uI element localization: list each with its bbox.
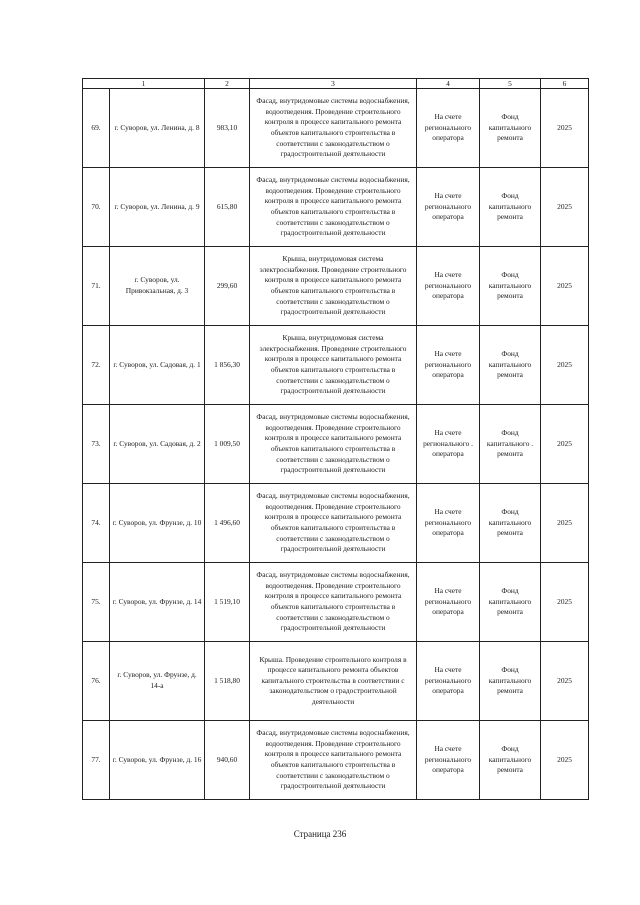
year-cell: 2025 xyxy=(541,405,589,484)
address-cell: г. Суворов, ул. Садовая, д. 1 xyxy=(110,326,205,405)
table-row xyxy=(83,642,589,721)
funding-source-cell: Фонд капитального ремонта xyxy=(480,642,541,721)
row-number: 77. xyxy=(83,721,110,800)
area-cell: 615,80 xyxy=(205,168,250,247)
works-description-cell: Фасад, внутридомовые системы водоснабжения, водоотведения. Проведение строительного контроля в процессе капитального ремонта объектов капитального строительства в соответствии с законодательством о градостроительной деятельности xyxy=(250,405,417,484)
year-cell: 2025 xyxy=(541,484,589,563)
account-type-cell: На счете регионального оператора xyxy=(417,721,480,800)
area-cell: 1 496,60 xyxy=(205,484,250,563)
address-cell: г. Суворов, ул. Ленина, д. 8 xyxy=(110,89,205,168)
area-cell: 1 856,30 xyxy=(205,326,250,405)
header-col-6: 6 xyxy=(541,79,589,89)
row-number: 75. xyxy=(83,563,110,642)
header-col-4: 4 xyxy=(417,79,480,89)
row-number: 69. xyxy=(83,89,110,168)
table-row xyxy=(83,484,589,563)
table-row xyxy=(83,563,589,642)
funding-source-cell: Фонд капитального ремонта xyxy=(480,721,541,800)
row-number: 76. xyxy=(83,642,110,721)
funding-source-cell: Фонд капитального ремонта xyxy=(480,89,541,168)
funding-source-cell: Фонд капитального ремонта xyxy=(480,168,541,247)
table-row xyxy=(83,326,589,405)
works-description-cell: Фасад, внутридомовые системы водоснабжения, водоотведения. Проведение строительного контроля в процессе капитального ремонта объектов капитального строительства в соответствии с законодательством о градостроительной деятельности xyxy=(250,89,417,168)
table-row xyxy=(83,168,589,247)
address-cell: г. Суворов, ул. Фрунзе, д. 16 xyxy=(110,721,205,800)
account-type-cell: На счете регионального оператора xyxy=(417,563,480,642)
funding-source-cell: Фонд капитального ремонта xyxy=(480,247,541,326)
header-col-1: 1 xyxy=(83,79,205,89)
account-type-cell: На счете регионального оператора xyxy=(417,484,480,563)
area-cell: 940,60 xyxy=(205,721,250,800)
table-row xyxy=(83,89,589,168)
area-cell: 299,60 xyxy=(205,247,250,326)
area-cell: 1 519,10 xyxy=(205,563,250,642)
row-number: 73. xyxy=(83,405,110,484)
year-cell: 2025 xyxy=(541,721,589,800)
program-table xyxy=(82,78,589,800)
header-col-5: 5 xyxy=(480,79,541,89)
funding-source-cell: Фонд капитального . ремонта xyxy=(480,405,541,484)
row-number: 71. xyxy=(83,247,110,326)
address-cell: г. Суворов, ул. Ленина, д. 9 xyxy=(110,168,205,247)
account-type-cell: На счете регионального оператора xyxy=(417,326,480,405)
address-cell: г. Суворов, ул. Фрунзе, д. 10 xyxy=(110,484,205,563)
header-col-3: 3 xyxy=(250,79,417,89)
address-cell: г. Суворов, ул. Фрунзе, д. 14 xyxy=(110,563,205,642)
funding-source-cell: Фонд капитального ремонта xyxy=(480,484,541,563)
account-type-cell: На счете регионального оператора xyxy=(417,247,480,326)
header-col-2: 2 xyxy=(205,79,250,89)
area-cell: 1 518,80 xyxy=(205,642,250,721)
address-cell: г. Суворов, ул. Привокзальная, д. 3 xyxy=(110,247,205,326)
area-cell: 983,10 xyxy=(205,89,250,168)
account-type-cell: На счете регионального оператора xyxy=(417,89,480,168)
area-cell: 1 009,50 xyxy=(205,405,250,484)
table-row xyxy=(83,247,589,326)
header-row xyxy=(83,79,589,89)
account-type-cell: На счете регионального . оператора xyxy=(417,405,480,484)
works-description-cell: Крыша, внутридомовая система электроснабжения. Проведение строительного контроля в процессе капитального ремонта объектов капитального строительства в соответствии с законодательством о градостроительной деятельности xyxy=(250,247,417,326)
account-type-cell: На счете регионального оператора xyxy=(417,642,480,721)
table-row xyxy=(83,721,589,800)
row-number: 74. xyxy=(83,484,110,563)
works-description-cell: Фасад, внутридомовые системы водоснабжения, водоотведения. Проведение строительного контроля в процессе капитального ремонта объектов капитального строительства в соответствии с законодательством о градостроительной деятельности xyxy=(250,484,417,563)
works-description-cell: Фасад, внутридомовые системы водоснабжения, водоотведения. Проведение строительного контроля в процессе капитального ремонта объектов капитального строительства в соответствии с законодательством о градостроительной деятельности xyxy=(250,563,417,642)
table-row xyxy=(83,405,589,484)
year-cell: 2025 xyxy=(541,168,589,247)
address-cell: г. Суворов, ул. Садовая, д. 2 xyxy=(110,405,205,484)
funding-source-cell: Фонд капитального ремонта xyxy=(480,563,541,642)
page-number: Страница 236 xyxy=(293,829,347,839)
works-description-cell: Крыша, внутридомовая система электроснабжения. Проведение строительного контроля в процессе капитального ремонта объектов капитального строительства в соответствии с законодательством о градостроительной деятельности xyxy=(250,326,417,405)
year-cell: 2025 xyxy=(541,326,589,405)
year-cell: 2025 xyxy=(541,563,589,642)
works-description-cell: Крыша. Проведение строительного контроля в процессе капитального ремонта объектов капитального строительства в соответствии с законодательством о градостроительной деятельности xyxy=(250,642,417,721)
year-cell: 2025 xyxy=(541,642,589,721)
works-description-cell: Фасад, внутридомовые системы водоснабжения, водоотведения. Проведение строительного контроля в процессе капитального ремонта объектов капитального строительства в соответствии с законодательством о градостроительной деятельности xyxy=(250,168,417,247)
works-description-cell: Фасад, внутридомовые системы водоснабжения, водоотведения. Проведение строительного контроля в процессе капитального ремонта объектов капитального строительства в соответствии с законодательством о градостроительной деятельности xyxy=(250,721,417,800)
account-type-cell: На счете регионального оператора xyxy=(417,168,480,247)
funding-source-cell: Фонд капитального ремонта xyxy=(480,326,541,405)
address-cell: г. Суворов, ул. Фрунзе, д. 14-а xyxy=(110,642,205,721)
year-cell: 2025 xyxy=(541,247,589,326)
year-cell: 2025 xyxy=(541,89,589,168)
row-number: 70. xyxy=(83,168,110,247)
row-number: 72. xyxy=(83,326,110,405)
